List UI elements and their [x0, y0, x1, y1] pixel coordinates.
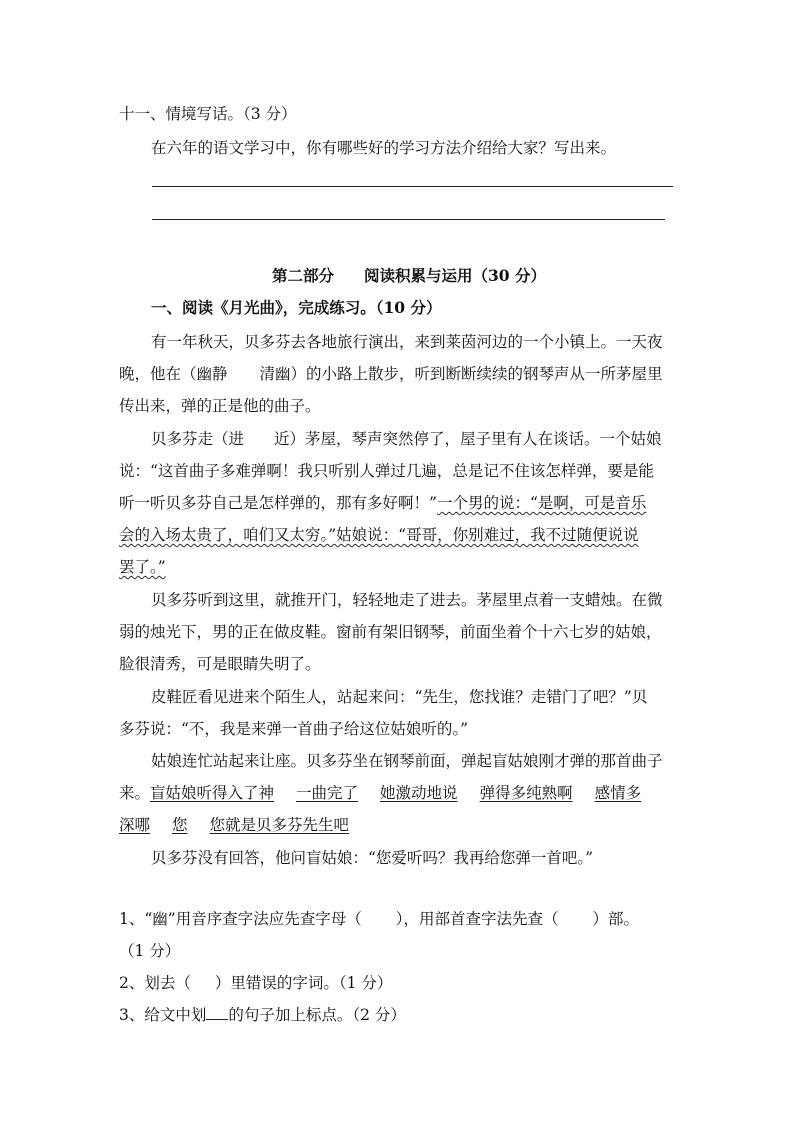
question-1-3: 3、给文中划 的句子加上标点。（2 分） — [119, 1006, 406, 1024]
question-1-1-score: （1 分） — [119, 942, 181, 960]
underlined-sentence-part-2: 深哪 您 您就是贝多芬先生吧 — [119, 816, 350, 834]
section-11-heading: 十一、情境写话。（3 分） — [119, 105, 297, 123]
quote-text: 听一听贝多芬自己是怎样弹的，那有多好啊！” — [119, 494, 437, 512]
passage-p5-line-1: 姑娘连忙站起来让座。贝多芬坐在钢琴前面，弹起盲姑娘刚才弹的那首曲子 — [151, 752, 663, 770]
sentence-prefix: 来。 — [119, 784, 151, 802]
choice-text-b: 清幽）的小路上散步，听到断断续续的钢琴声从一所茅屋里 — [259, 365, 663, 383]
answer-line-1 — [152, 186, 673, 187]
passage-p2-line-1 — [151, 428, 662, 450]
part-2-label: 第二部分 — [272, 266, 335, 285]
passage-p2-line-4 — [119, 524, 639, 546]
passage-p2-line-5 — [119, 556, 166, 578]
wavy-sentence-start: 一个男的说：“是啊，可是音乐 — [436, 494, 647, 512]
choice-text-d: 近）茅屋，琴声突然停了，屋子里有人在谈话。一个姑娘 — [274, 430, 662, 448]
passage-p5-line-2 — [119, 782, 641, 804]
answer-line-2 — [152, 219, 665, 220]
passage-p5-line-3 — [119, 814, 377, 836]
wavy-sentence-mid: 会的入场太贵了，咱们又太穷。”姑娘说：“哥哥，你别难过，我不过随便说说 — [119, 526, 639, 544]
passage-p1-line-3: 传出来，弹的正是他的曲子。 — [119, 397, 321, 415]
underline-marker — [206, 1005, 228, 1020]
passage-p2-line-2: 说：“这首曲子多难弹啊！我只听别人弹过几遍，总是记不住该怎样弹，要是能 — [119, 462, 654, 480]
underlined-sentence-part-1: 盲姑娘听得入了神 一曲完了 她激动地说 弹得多纯熟啊 感情多 — [150, 784, 642, 802]
passage-p3-line-3: 脸很清秀，可是眼睛失明了。 — [119, 655, 321, 673]
part-2-title — [272, 265, 546, 287]
passage-p1-line-2 — [119, 363, 663, 385]
passage-p2-line-3 — [119, 492, 646, 514]
passage-p6-line-1: 贝多芬没有回答，他问盲姑娘：“您爱听吗？我再给您弹一首吧。” — [151, 849, 594, 867]
choice-text-a: 晚，他在（幽静 — [119, 365, 228, 383]
part-2-subtitle: 阅读积累与运用（30 分） — [364, 266, 546, 285]
passage-p3-line-1: 贝多芬听到这里，就推开门，轻轻地走了进去。茅屋里点着一支蜡烛。在微 — [151, 591, 663, 609]
passage-p1-line-1: 有一年秋天，贝多芬去各地旅行演出，来到莱茵河边的一个小镇上。一天夜 — [151, 333, 663, 351]
section-11-prompt: 在六年的语文学习中，你有哪些好的学习方法介绍给大家？写出来。 — [151, 139, 617, 157]
passage-p4-line-1: 皮鞋匠看见进来个陌生人，站起来问：“先生，您找谁？走错门了吧？”贝 — [151, 688, 648, 706]
choice-text-c: 贝多芬走（进 — [151, 430, 245, 448]
question-1-2: 2、划去（ ）里错误的字词。（1 分） — [119, 974, 393, 992]
question-1-heading: 一、阅读《月光曲》，完成练习。（10 分） — [151, 298, 442, 317]
question-1-1: 1、“幽”用音序查字法应先查字母（ ），用部首查字法先查（ ）部。 — [119, 910, 639, 928]
wavy-sentence-end: 罢了。” — [119, 558, 166, 576]
passage-p3-line-2: 弱的烛光下，男的正在做皮鞋。窗前有架旧钢琴，前面坐着个十六七岁的姑娘， — [119, 623, 662, 641]
passage-p4-line-2: 多芬说：“不，我是来弹一首曲子给这位姑娘听的。” — [119, 720, 469, 738]
